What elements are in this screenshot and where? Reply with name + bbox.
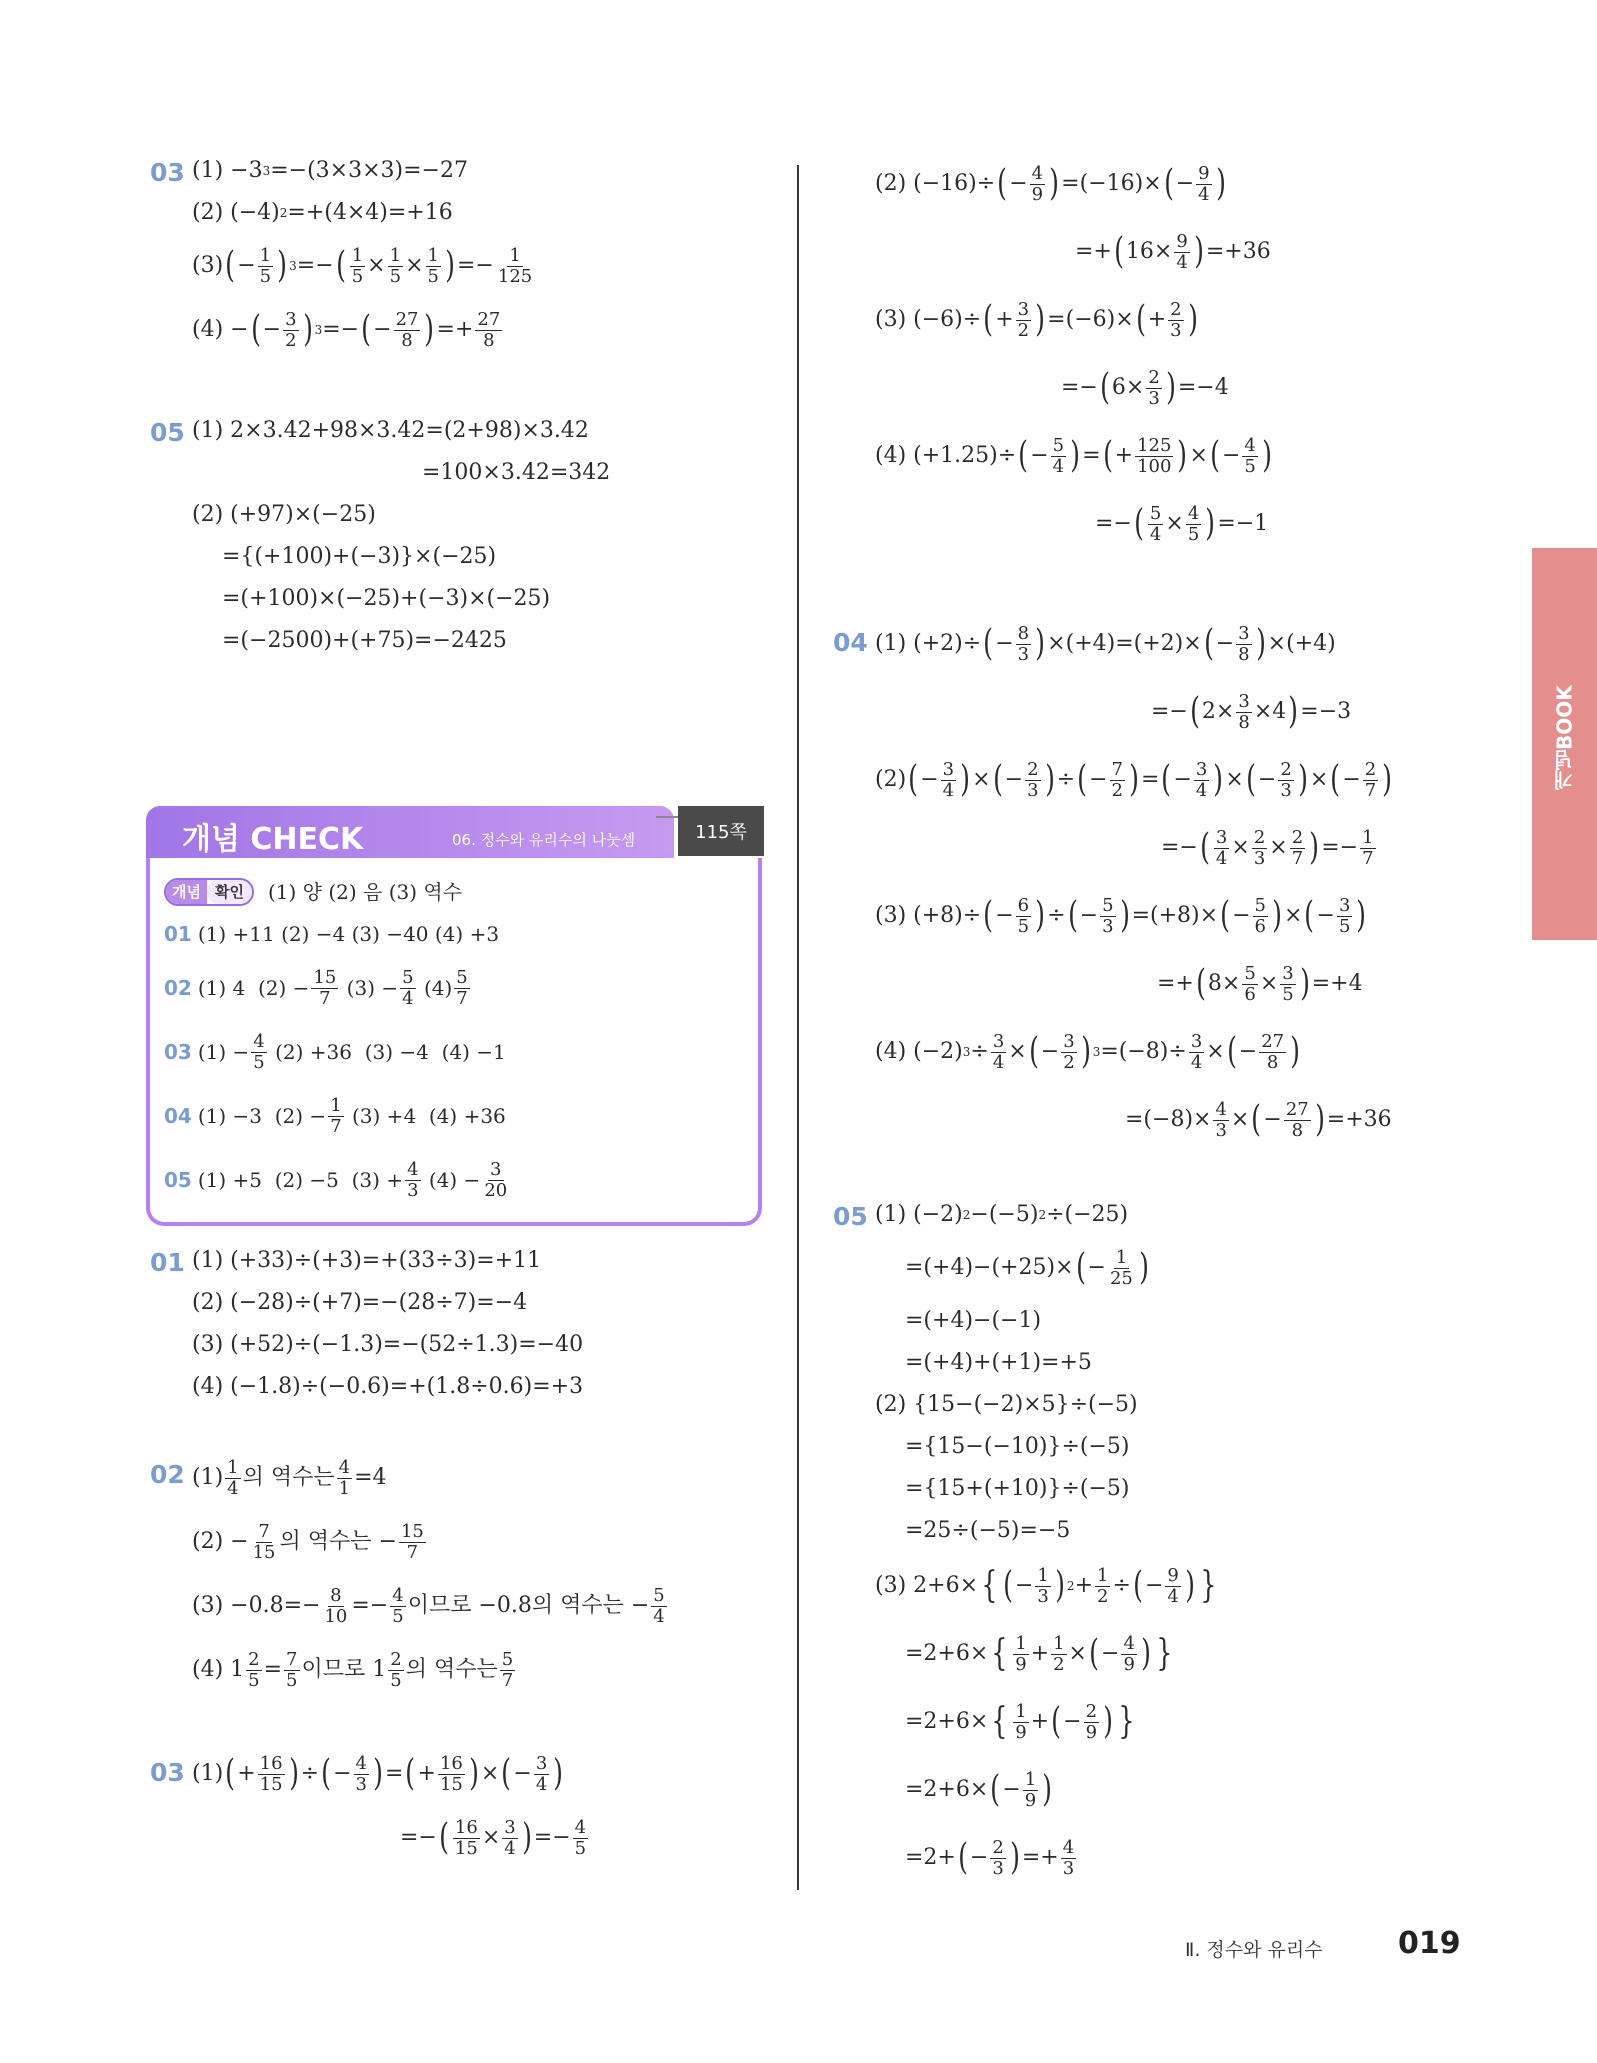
check-answer-01: 01 (1) +11 (2) −4 (3) −40 (4) +3 xyxy=(164,922,500,946)
solution-line: ={15−(−10)}÷(−5) xyxy=(905,1434,1130,1459)
check-answer-03: 03 (1) − $\frac{4}{5}$ (2) +36 (3) −4 (4) −1 xyxy=(164,1030,506,1073)
solution-line: =− ( $\frac{16}{15}$ × $\frac{3}{4}$ ) =− $\frac{4}{5}$ xyxy=(400,1816,587,1859)
solution-line: (2) − $\frac{7}{15}$ 의 역수는 − $\frac{15}{7}$ xyxy=(192,1520,424,1563)
solution-line: (2) (−16)÷ ( − $\frac{4}{9}$ ) =(−16)× ( − $\frac{9}{4}$ ) xyxy=(875,162,1226,205)
problem-number: 03 xyxy=(150,158,185,187)
problem-number: 02 xyxy=(150,1460,185,1489)
page-number: 019 xyxy=(1398,1926,1461,1961)
solution-line: (4) (+1.25)÷ ( − $\frac{5}{4}$ ) = ( + $\frac{125}{100}$ ) × ( − $\frac{4}{5}$ ) xyxy=(875,434,1272,477)
solution-line: (4) − ( − $\frac{3}{2}$ ) 3 =− ( − $\frac{27}{8}$ ) =+ $\frac{27}{8}$ xyxy=(192,308,501,351)
problem-01-division xyxy=(150,1240,770,1408)
solution-line: =100×3.42=342 xyxy=(422,460,611,485)
footer-chapter: Ⅱ. 정수와 유리수 xyxy=(1185,1939,1323,1961)
solution-line: (3) (+52)÷(−1.3)=−(52÷1.3)=−40 xyxy=(192,1332,584,1357)
solution-line: (2) {15−(−2)×5}÷(−5) xyxy=(875,1392,1138,1417)
problem-03-powers xyxy=(150,150,770,362)
check-confirm-line xyxy=(164,872,511,912)
solution-line: (3) (−6)÷ ( + $\frac{3}{2}$ ) =(−6)× ( + $\frac{2}{3}$ ) xyxy=(875,298,1198,341)
solution-line: (4) (−1.8)÷(−0.6)=+(1.8÷0.6)=+3 xyxy=(192,1374,584,1399)
check-subtitle: 06. 정수와 유리수의 나눗셈 xyxy=(452,831,636,849)
solution-line: ={(+100)+(−3)}×(−25) xyxy=(222,544,497,569)
solution-line: (1) 2×3.42+98×3.42=(2+98)×3.42 xyxy=(192,418,589,443)
solution-line: =+ ( 16× $\frac{9}{4}$ ) =+36 xyxy=(1075,230,1271,273)
solution-line: (1) (+2)÷ ( − $\frac{8}{3}$ ) ×(+4)=(+2)× ( − $\frac{3}{8}$ ) ×(+4) xyxy=(875,622,1336,665)
solution-line: (2) (−28)÷(+7)=−(28÷7)=−4 xyxy=(192,1290,528,1315)
solution-line: =(+4)−(+25)× ( − $\frac{1}{25}$ ) xyxy=(905,1246,1149,1289)
solution-line: (1) $\frac{1}{4}$ 의 역수는 $\frac{4}{1}$ =4 xyxy=(192,1456,387,1499)
solution-line: (3) 2+6× { ( − $\frac{1}{3}$ ) 2 + $\frac{1}{2}$ ÷ ( − $\frac{9}{4}$ ) } xyxy=(875,1564,1217,1607)
page-reference: 115쪽 xyxy=(678,806,764,856)
solution-line: (4) 1 $\frac{2}{5}$ = $\frac{7}{5}$ 이므로 1 $\frac{2}{5}$ 의 역수는 $\frac{5}{7}$ xyxy=(192,1648,514,1691)
solution-line: =2+6× ( − $\frac{1}{9}$ ) xyxy=(905,1768,1053,1811)
problem-05 xyxy=(833,1194,1475,1892)
concept-badge: 개념 확인 xyxy=(164,878,254,906)
solution-line: =2+6× { $\frac{1}{9}$ + ( − $\frac{2}{9}$ ) } xyxy=(905,1700,1135,1743)
solution-line: =(−8)× $\frac{4}{3}$ × ( − $\frac{27}{8}$ ) =+36 xyxy=(1125,1098,1392,1141)
solution-line: (1) ( + $\frac{16}{15}$ ) ÷ ( − $\frac{4}{3}$ ) = ( + $\frac{16}{15}$ ) × ( − $\frac{3}{4}$ ) xyxy=(192,1752,564,1795)
confirm-answer: (1) 양 (2) 음 (3) 역수 xyxy=(267,880,463,904)
solution-line: =− ( 6× $\frac{2}{3}$ ) =−4 xyxy=(1061,366,1229,409)
connector-line xyxy=(656,816,680,818)
check-title: 개념 CHECK xyxy=(182,822,364,857)
check-header xyxy=(146,806,674,858)
problem-03-division-cont xyxy=(875,150,1475,558)
solution-line: =− ( $\frac{5}{4}$ × $\frac{4}{5}$ ) =−1 xyxy=(1095,502,1269,545)
solution-line: (1) −3 3 =−(3×3×3)=−27 xyxy=(192,158,468,183)
problem-05-distributive xyxy=(150,410,770,662)
problem-03-division xyxy=(150,1742,770,1870)
problem-number: 03 xyxy=(150,1758,185,1787)
solution-line: (2) ( − $\frac{3}{4}$ ) × ( − $\frac{2}{3}$ ) ÷ ( − $\frac{7}{2}$ ) = ( − $\frac{3}{4}$ ) × ( − $\frac{2}{3}$ ) × ( − $\frac{2}{7}$ ) xyxy=(875,758,1393,801)
solution-line: (2) (+97)×(−25) xyxy=(192,502,376,527)
solution-line: =− ( $\frac{3}{4}$ × $\frac{2}{3}$ × $\frac{2}{7}$ ) =− $\frac{1}{7}$ xyxy=(1161,826,1374,869)
solution-line: =(−2500)+(+75)=−2425 xyxy=(222,628,507,653)
check-body xyxy=(146,858,762,1226)
solution-line: =(+100)×(−25)+(−3)×(−25) xyxy=(222,586,551,611)
solution-line: (3) −0.8=− $\frac{8}{10}$ =− $\frac{4}{5}$ 이므로 −0.8의 역수는 − $\frac{5}{4}$ xyxy=(192,1584,665,1627)
solution-line: (2) (−4) 2 =+(4×4)=+16 xyxy=(192,200,453,225)
solution-line: =2+6× { $\frac{1}{9}$ + $\frac{1}{2}$ × ( − $\frac{4}{9}$ ) } xyxy=(905,1632,1173,1675)
column-divider xyxy=(797,165,799,1890)
check-answers xyxy=(164,872,511,1212)
solution-line: =(+4)+(+1)=+5 xyxy=(905,1350,1092,1375)
solution-line: (4) (−2) 3 ÷ $\frac{3}{4}$ × ( − $\frac{3}{2}$ ) 3 =(−8)÷ $\frac{3}{4}$ × ( − $\frac{27}{8}$ ) xyxy=(875,1030,1301,1073)
problem-number: 05 xyxy=(833,1202,868,1231)
problem-number: 04 xyxy=(833,628,868,657)
section-side-tab xyxy=(1532,548,1597,940)
solution-line: =25÷(−5)=−5 xyxy=(905,1518,1071,1543)
check-answer-04: 04 (1) −3 (2) − $\frac{1}{7}$ (3) +4 (4) +36 xyxy=(164,1094,506,1137)
solution-line: =2+ ( − $\frac{2}{3}$ ) =+ $\frac{4}{3}$ xyxy=(905,1836,1075,1879)
problem-02-reciprocal xyxy=(150,1446,770,1702)
concept-check-box xyxy=(146,806,764,1230)
side-tab-label: 개념BOOK xyxy=(1552,685,1577,791)
solution-line: (1) (−2) 2 −(−5) 2 ÷(−25) xyxy=(875,1202,1129,1227)
check-answer-05: 05 (1) +5 (2) −5 (3) + $\frac{4}{3}$ (4) − $\frac{3}{20}$ xyxy=(164,1158,508,1201)
solution-line: =− ( 2× $\frac{3}{8}$ ×4 ) =−3 xyxy=(1151,690,1352,733)
solution-line: ={15+(+10)}÷(−5) xyxy=(905,1476,1130,1501)
solution-line: (1) (+33)÷(+3)=+(33÷3)=+11 xyxy=(192,1248,542,1273)
solution-line: (3) ( − $\frac{1}{5}$ ) 3 =− ( $\frac{1}{5}$ × $\frac{1}{5}$ × $\frac{1}{5}$ ) =− $\frac{1}{125}$ xyxy=(192,244,533,287)
problem-number: 01 xyxy=(150,1248,185,1277)
solution-line: =+ ( 8× $\frac{5}{6}$ × $\frac{3}{5}$ ) =+4 xyxy=(1157,962,1363,1005)
check-answer-02: 02 (1) 4 (2) − $\frac{15}{7}$ (3) − $\frac{5}{4}$ (4) $\frac{5}{7}$ xyxy=(164,966,468,1009)
solution-line: =(+4)−(−1) xyxy=(905,1308,1042,1333)
right-column xyxy=(833,150,1475,1892)
solution-line: (3) (+8)÷ ( − $\frac{6}{5}$ ) ÷ ( − $\frac{5}{3}$ ) =(+8)× ( − $\frac{5}{6}$ ) × ( − $\frac{3}{5}$ ) xyxy=(875,894,1367,937)
problem-number: 05 xyxy=(150,418,185,447)
problem-04 xyxy=(833,610,1475,1154)
